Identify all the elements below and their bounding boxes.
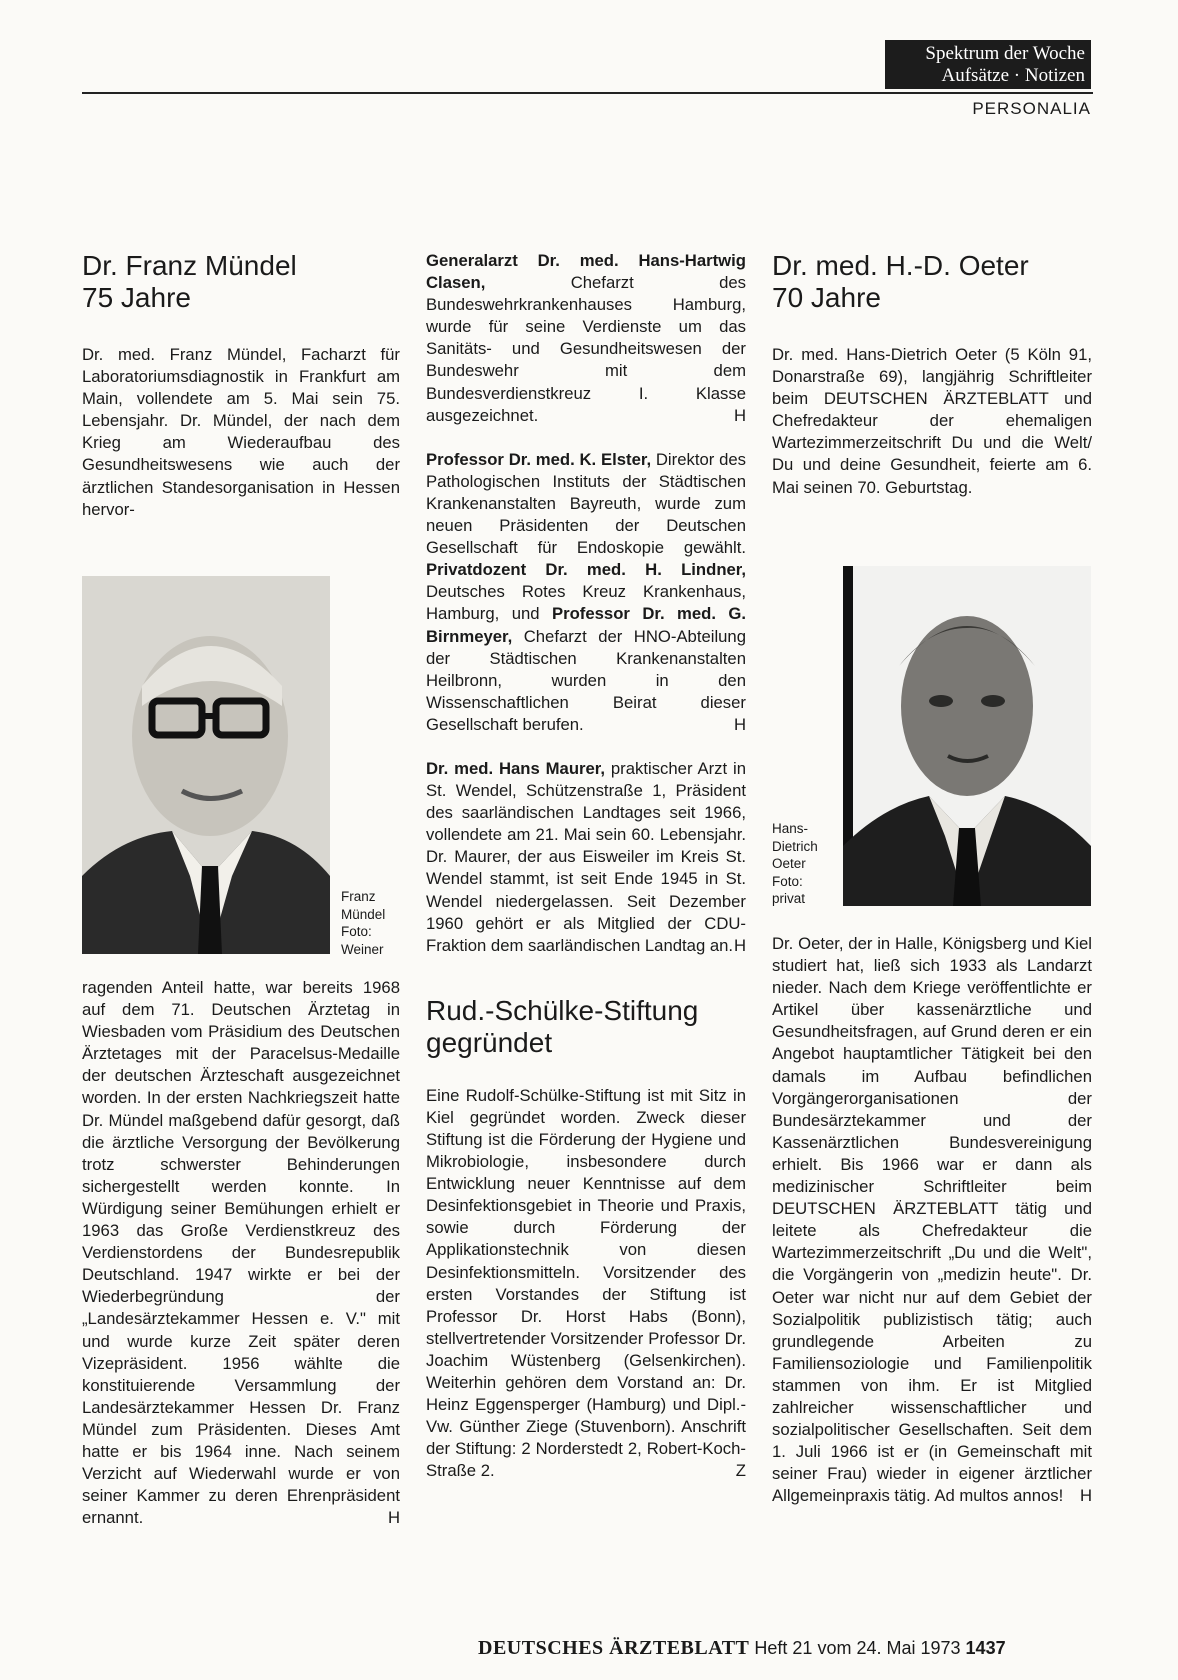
article-paragraph: Dr. med. Hans-Dietrich Oeter (5 Köln 91, Donarstraße 69), langjährig Schriftleiter beim DEUTSCHEN ÄRZTEBLATT und Chefredakteur der ehemaligen Wartezimmerzeitschrift Du und die Welt/ Du und deine Gesundheit, feierte am 6. Mai seinen 70. Geburtstag. (772, 345, 1092, 497)
article-paragraph (82, 977, 400, 1529)
notice-text: Direktor des Pathologischen Instituts der Städtischen Krankenanstalten Bayreuth, wurde zum neuen Präsidenten der Deutschen Gesellschaft für Endoskopie gewählt. (426, 449, 746, 558)
article-title-schuelke (426, 995, 746, 1059)
article-muendel-bottom (82, 977, 400, 1529)
author-sigil: H (387, 1508, 400, 1528)
section-header-box (885, 40, 1091, 89)
header-line-2: Aufsätze · Notizen (941, 65, 1085, 86)
caption-line: Dietrich (772, 838, 818, 854)
notice-text: Chefarzt der HNO-Abteilung der Städtischen Krankenanstalten Heilbronn, wurden in den Wissenschaftlichen Beirat dieser Gesellschaft berufen. (426, 626, 746, 734)
author-sigil: H (733, 935, 746, 955)
caption-line: Mündel (341, 906, 386, 922)
author-sigil: Z (735, 1461, 746, 1481)
notice-text: Deutsches Rotes Kreuz Krankenhaus, Hamburg, und (426, 582, 746, 624)
masthead: DEUTSCHES ÄRZTEBLATT (478, 1637, 750, 1659)
portrait-illustration (82, 576, 330, 954)
author-sigil: H (733, 714, 746, 734)
notice-name: Professor Dr. med. K. Elster, (426, 449, 652, 469)
page-number: 1437 (965, 1638, 1006, 1658)
header-rule (82, 92, 1093, 94)
header-line-1: Spektrum der Woche (925, 43, 1085, 64)
notice-name: Professor Dr. med. G. Birnmeyer, (426, 604, 747, 646)
paragraph-text: Eine Rudolf-Schülke-Stiftung ist mit Sitz in Kiel gegründet worden. Zweck dieser Stiftung ist die Förderung der Hygiene und Mikrobiologie, insbesondere durch Entwicklung neuer Kenntnisse auf dem Desinfektionsgebiet in Theorie und Praxis, sowie durch Förderung der Applikationstechnik von diesen Desinfektionsmitteln. Vorsitzender des ersten Vorstandes der Stiftung ist Professor Dr. Horst Habs (Bonn), stellvertretender Vorsitzender Professor Dr. Joachim Wüstenberg (Gelsenkirchen). Weiterhin gehören dem Vorstand an: Dr. Heinz Eggensperger (Hamburg) und Dipl.-Vw. Günther Ziege (Stuvenborn). Anschrift der Stiftung: 2 Norderstedt 2, Robert-Koch-Straße 2. (426, 1085, 746, 1481)
notice-name: Dr. med. Hans Maurer, (426, 758, 606, 778)
photo-hans-dietrich-oeter (843, 566, 1091, 906)
photo-caption-oeter (772, 820, 838, 908)
title-line-2: gegründet (426, 1026, 553, 1058)
column-middle (426, 250, 746, 1483)
article-oeter-bottom (772, 933, 1092, 1507)
photo-franz-muendel (82, 576, 330, 954)
portrait-illustration (843, 566, 1091, 906)
paragraph-text: Dr. Oeter, der in Halle, Königsberg und Kiel studiert hat, ließ sich 1933 als Landarzt nieder. Nach dem Kriege veröffentlichte er Artikel über kassenärztliche und Gesundheitsfragen, auf Grund deren er ein Angebot hauptamtlicher Tätigkeit bei den damals im Aufbau befindlichen Vorgängerorganisationen der Bundesärztekammer und der Kassenärztlichen Bundesvereinigung erhielt. Bis 1966 war er dann als medizinischer Schriftleiter beim DEUTSCHEN ÄRZTEBLATT tätig und leitete als Chefredakteur die Wartezimmerzeitschrift „Du und die Welt", die Vorgängerin von „medizin heute". Dr. Oeter war nicht nur auf dem Gebiet der Sozialpolitik publizistisch tätig; auch grundlegende Arbeiten zu Familiensoziologie und Familienpolitik stammen von ihm. Er ist Mitglied zahlreicher wissenschaftlicher und sozialpolitischer Gesellschaften. Seit dem 1. Juli 1966 ist er (in Gemeinschaft mit seiner Frau) wieder in eigener ärztlicher Allgemeinpraxis tätig. Ad multos annos! (772, 934, 1092, 1506)
article-title-oeter (772, 250, 1092, 314)
page-footer (478, 1637, 1006, 1660)
issue-info: Heft 21 vom 24. Mai 1973 (754, 1638, 961, 1658)
article-title-muendel (82, 250, 400, 314)
title-line-1: Dr. med. H.-D. Oeter (772, 250, 1029, 281)
notice-text: Chefarzt des Bundeswehrkrankenhauses Hamburg, wurde für seine Verdienste um das Sanitäts- und Gesundheitswesen der Bundeswehr mit dem Bundesverdienstkreuz I. Klasse ausgezeichnet. (426, 273, 746, 425)
title-line-2: 70 Jahre (772, 282, 881, 313)
author-sigil: H (1079, 1486, 1092, 1506)
notice-clasen (426, 250, 746, 427)
notice-name: Privatdozent Dr. med. H. Lindner, (426, 560, 746, 580)
title-line-1: Rud.-Schülke-Stiftung (426, 994, 699, 1026)
article-paragraph (772, 933, 1092, 1507)
title-line-2: 75 Jahre (82, 282, 191, 313)
caption-line: Franz (341, 889, 376, 904)
notice-maurer (426, 758, 746, 957)
notice-elster (426, 449, 746, 736)
caption-line: Oeter (772, 856, 806, 871)
article-paragraph (426, 1085, 746, 1483)
caption-line: Weiner (341, 941, 384, 957)
article-muendel-top (82, 250, 400, 521)
paragraph-text: ragenden Anteil hatte, war bereits 1968 auf dem 71. Deutschen Ärztetag in Wiesbaden vom Präsidium des Deutschen Ärztetages mit der Paracelsus-Medaille der deutschen Ärzteschaft ausgezeichnet worden. In der ersten Nachkriegszeit hatte Dr. Mündel maßgebend dafür gesorgt, daß die ärztliche Versorgung der Bevölkerung trotz schwerster Behinderungen sichergestellt werden konnte. In Würdigung seiner Bemühungen erhielt er 1963 das Große Verdienstkreuz des Verdienstordens der Bundesrepublik Deutschland. 1947 wirkte er bei der Wiederbegründung der „Landesärztekammer Hessen e. V." mit und wurde kurze Zeit später deren Vizepräsident. 1956 wählte die konstituierende Versammlung der Landesärztekammer Hessen Dr. Franz Mündel zum Präsidenten. Dieses Amt hatte er bis 1964 inne. Nach seinem Verzicht auf Wiederwahl wurde er von seiner Kammer zu deren Ehrenpräsident ernannt. (82, 978, 400, 1528)
section-label: PERSONALIA (972, 99, 1091, 118)
article-paragraph: Dr. med. Franz Mündel, Facharzt für Laboratoriumsdiagnostik in Frankfurt am Main, vollendete am 5. Mai sein 75. Lebensjahr. Dr. Mündel, der nach dem Krieg am Wiederaufbau des Gesundheitswesens wie auch der ärztlichen Standesorganisation in Hessen hervor- (82, 345, 400, 519)
caption-line: privat (772, 891, 806, 906)
photo-caption-muendel (341, 888, 407, 958)
caption-line: Foto: (341, 924, 372, 939)
notice-text: praktischer Arzt in St. Wendel, Schützenstraße 1, Präsident des saarländischen Landtages seit 1966, vollendete am 21. Mai sein 60. Lebensjahr. Dr. Maurer, der aus Eisweiler im Kreis St. Wendel stammt, ist seit Ende 1945 in St. Wendel niedergelassen. Seit Dezember 1960 gehört er als Mitglied der CDU-Fraktion dem saarländischen Landtag an. (426, 758, 746, 955)
article-oeter-top (772, 250, 1092, 499)
caption-line: Hans- (772, 821, 809, 836)
caption-line: Foto: (772, 873, 803, 889)
title-line-1: Dr. Franz Mündel (82, 250, 297, 281)
notice-name: Generalarzt Dr. med. Hans-Hartwig Clasen, (426, 251, 746, 293)
author-sigil: H (733, 405, 746, 425)
